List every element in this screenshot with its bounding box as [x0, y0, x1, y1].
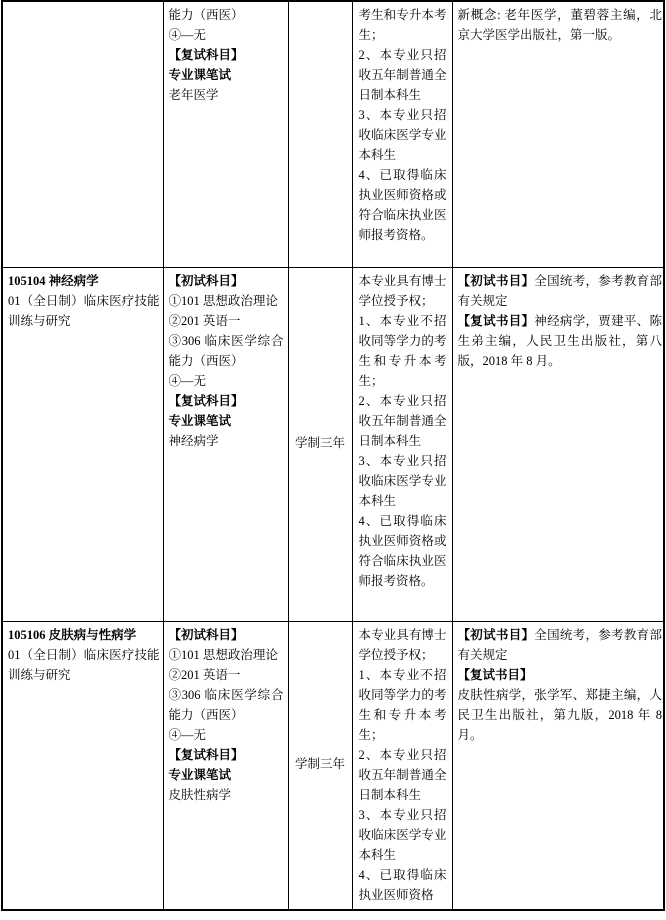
paragraph: 4、已取得临床执业医师资格或符合临床执业医师报考资格。 — [358, 168, 447, 242]
table-row-neurology — [2, 268, 664, 622]
paragraph: 【初试书目】全国统考，参考教育部有关规定 — [457, 274, 662, 308]
paragraph: 专业课笔试 — [168, 68, 232, 82]
paragraph: 神经病学 — [168, 434, 219, 448]
paragraph: 2、本专业只招收五年制普通全日制本科生 — [358, 394, 447, 448]
exam-subjects-cell — [163, 268, 288, 622]
program-text — [3, 2, 163, 267]
requirements-cell — [352, 622, 452, 911]
paragraph: 4、已取得临床执业医师资格或符合临床执业医师报考资格。 — [358, 514, 447, 588]
exam-subjects-text — [164, 622, 288, 909]
reference-books-cell — [452, 622, 664, 911]
requirements-cell — [352, 268, 452, 622]
paragraph: 学制三年 — [294, 436, 345, 450]
paragraph: 新概念: 老年医学，董碧蓉主编，北京大学医学出版社，第一版。 — [457, 8, 662, 42]
paragraph: ②201 英语一 — [168, 314, 241, 328]
reference-books-text — [453, 2, 664, 267]
requirements-text — [353, 2, 452, 267]
paragraph: 3、本专业只招收临床医学专业本科生 — [358, 454, 447, 508]
table-row-dermatology — [2, 622, 664, 911]
paragraph: 皮肤性病学 — [168, 788, 232, 802]
duration-text — [289, 622, 352, 906]
paragraph: ②201 英语一 — [168, 668, 241, 682]
paragraph: 【复试书目】神经病学，贾建平、陈生弟主编，人民卫生出版社，第八版，2018 年 8 月。 — [457, 314, 662, 368]
paragraph: ④—无 — [168, 728, 207, 742]
paragraph: 105104 神经病学 — [8, 274, 99, 288]
paragraph: 【复试科目】 — [168, 748, 244, 762]
paragraph: 【复试科目】 — [168, 394, 244, 408]
paragraph: 01（全日制）临床医疗技能训练与研究 — [8, 294, 160, 328]
paragraph: 2、本专业只招收五年制普通全日制本科生 — [358, 748, 447, 802]
requirements-text — [353, 622, 452, 909]
paragraph: 3、本专业只招收临床医学专业本科生 — [358, 808, 447, 862]
paragraph: 105106 皮肤病与性病学 — [8, 628, 137, 642]
paragraph: 01（全日制）临床医疗技能训练与研究 — [8, 648, 160, 682]
paragraph: 2、本专业只招收五年制普通全日制本科生 — [358, 48, 447, 102]
table-row-geriatrics-continued — [2, 1, 664, 268]
paragraph: ③306 临床医学综合能力（西医） — [168, 334, 284, 368]
duration-cell — [288, 622, 352, 911]
duration-text — [289, 2, 352, 264]
paragraph: 【复试书目】 — [457, 668, 533, 682]
paragraph: 1、本专业不招收同等学力的考生和专升本考生； — [358, 314, 447, 388]
program-cell — [2, 268, 163, 622]
program-cell — [2, 1, 163, 268]
paragraph: 4、已取得临床执业医师资格 — [358, 868, 447, 902]
paragraph: ①101 思想政治理论 — [168, 294, 278, 308]
reference-books-cell — [452, 268, 664, 622]
paragraph: ④—无 — [168, 28, 207, 42]
requirements-cell — [352, 1, 452, 268]
paragraph: ③306 临床医学综合能力（西医） — [168, 688, 284, 722]
reference-books-text — [453, 268, 664, 621]
exam-subjects-text — [164, 268, 288, 621]
admissions-table — [1, 0, 665, 911]
paragraph: 本专业具有博士学位授予权； — [358, 628, 447, 662]
reference-books-text — [453, 622, 664, 909]
exam-subjects-text — [164, 2, 288, 267]
exam-subjects-cell — [163, 622, 288, 911]
paragraph: 考生和专升本考生； — [358, 8, 447, 42]
paragraph: 老年医学 — [168, 88, 219, 102]
paragraph: 专业课笔试 — [168, 768, 232, 782]
paragraph: 学制三年 — [294, 757, 345, 771]
duration-cell — [288, 1, 352, 268]
paragraph: 皮肤性病学，张学军、郑捷主编，人民卫生出版社，第九版，2018 年 8 月。 — [457, 688, 662, 742]
paragraph: 1、本专业不招收同等学力的考生和专升本考生； — [358, 668, 447, 742]
duration-cell — [288, 268, 352, 622]
paragraph: 【初试科目】 — [168, 628, 244, 642]
exam-subjects-cell — [163, 1, 288, 268]
paragraph: 专业课笔试 — [168, 414, 232, 428]
paragraph: 【复试科目】 — [168, 48, 244, 62]
paragraph: 【初试科目】 — [168, 274, 244, 288]
requirements-text — [353, 268, 452, 621]
paragraph: 3、本专业只招收临床医学专业本科生 — [358, 108, 447, 162]
paragraph: 本专业具有博士学位授予权； — [358, 274, 447, 308]
paragraph: 能力（西医） — [168, 8, 244, 22]
program-text — [3, 268, 163, 621]
program-text — [3, 622, 163, 909]
program-cell — [2, 622, 163, 911]
duration-text — [289, 268, 352, 618]
paragraph: ①101 思想政治理论 — [168, 648, 278, 662]
paragraph: ④—无 — [168, 374, 207, 388]
paragraph: 【初试书目】全国统考，参考教育部有关规定 — [457, 628, 662, 662]
reference-books-cell — [452, 1, 664, 268]
